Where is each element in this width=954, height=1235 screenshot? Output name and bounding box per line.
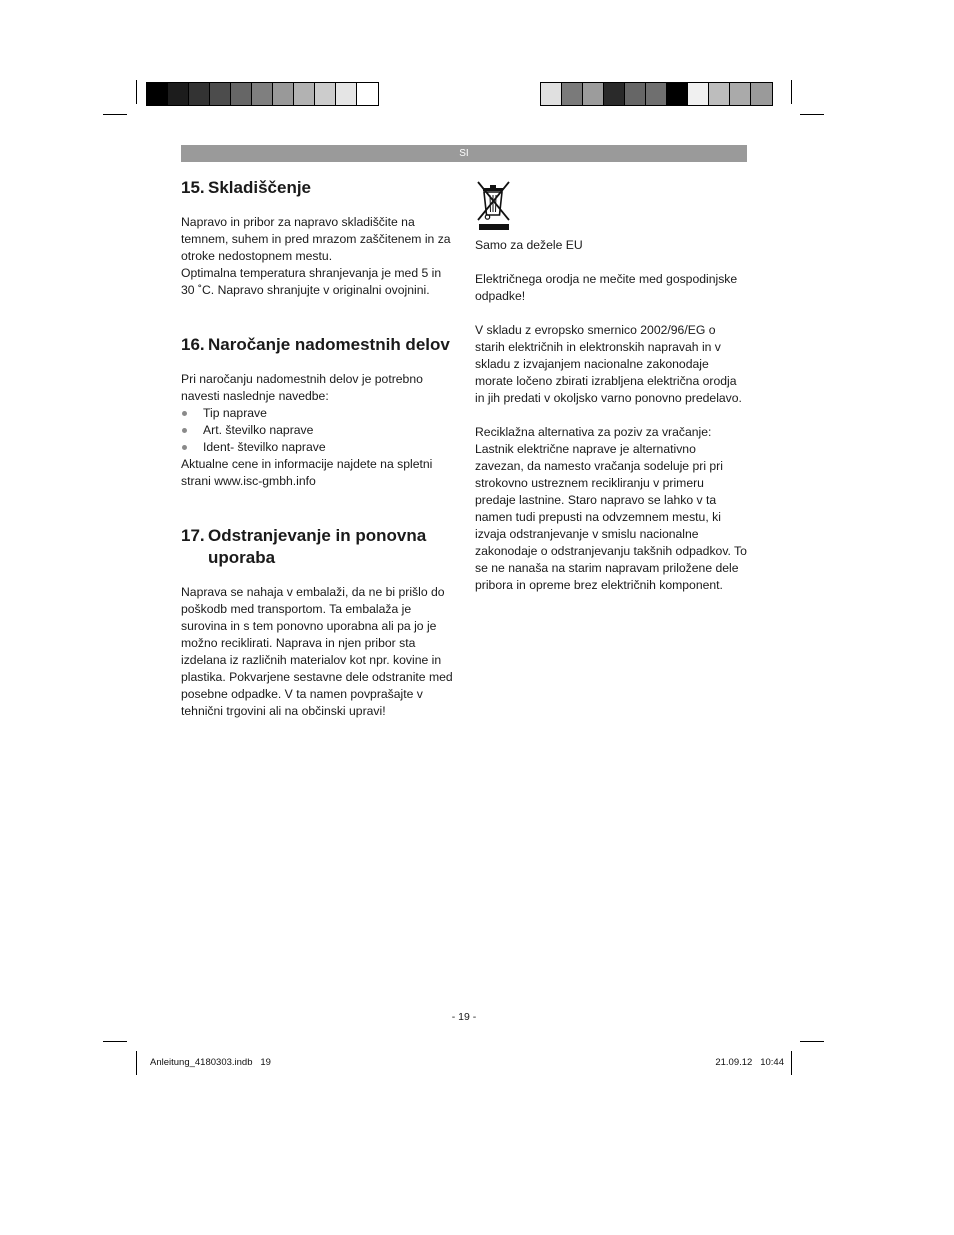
section-17-heading: [181, 525, 454, 569]
crop-mark: [800, 114, 824, 115]
list-item: Ident- številko naprave: [181, 439, 454, 456]
right-column: [475, 179, 747, 594]
color-swatch: [357, 83, 378, 105]
section-number: 15.: [181, 178, 205, 197]
eu-only-note: Samo za dežele EU: [475, 238, 583, 252]
color-swatch: [147, 83, 168, 105]
crop-mark: [791, 1051, 792, 1075]
list-item: Tip naprave: [181, 405, 454, 422]
crossed-out-wheelie-bin-icon: [475, 179, 513, 231]
color-swatch: [667, 83, 688, 105]
section-16-heading: [181, 334, 454, 356]
color-swatch: [583, 83, 604, 105]
storage-paragraph: Napravo in pribor za napravo skladiščite na temnem, suhem in pred mrazom zaščitenem in za otroke nedostopnem mestu.: [181, 215, 451, 263]
color-calibration-bar-right: [540, 82, 773, 106]
color-swatch: [625, 83, 646, 105]
crop-mark: [103, 1041, 127, 1042]
list-item: Art. številko naprave: [181, 422, 454, 439]
section-15-heading: [181, 177, 454, 199]
section-number: 17.: [181, 526, 205, 545]
color-swatch: [189, 83, 210, 105]
color-calibration-bar-left: [146, 82, 379, 106]
left-column: [181, 177, 454, 720]
recycling-alternative-paragraph: Reciklažna alternativa za poziv za vračanje: Lastnik električne naprave je alternativno zavezan, da namesto vračanja sodeluje pri pri strokovno ustreznem recikliranju v primeru predaje lastnine. Staro napravo se lahko v ta namen tudi prepusti na odvzemnem mestu, ki izvaja odstranjevanje v smislu nacionalne zakonodaje o odstranjevanju takšnih odpadkov. To se ne nanaša na starim napravam priložene dele pribora in opreme brez električnih komponent.: [475, 425, 747, 592]
spare-parts-intro: Pri naročanju nadomestnih delov je potrebno navesti naslednje navedbe:: [181, 372, 423, 403]
eu-directive-paragraph: V skladu z evropsko smernico 2002/96/EG o starih električnih in elektronskih napravah in v skladu z izvajanjem nacionalne zakonodaje morate ločeno zbirati izrabljena električna orodja in jih predati v okoljsko varno ponovno predelavo.: [475, 323, 742, 405]
color-swatch: [562, 83, 583, 105]
color-swatch: [541, 83, 562, 105]
color-swatch: [294, 83, 315, 105]
color-swatch: [168, 83, 189, 105]
crop-mark: [103, 114, 127, 115]
color-swatch: [252, 83, 273, 105]
crop-mark: [136, 1051, 137, 1075]
color-swatch: [210, 83, 231, 105]
page-number: - 19 -: [451, 1011, 477, 1023]
print-timestamp: 21.09.12 10:44: [715, 1057, 784, 1068]
storage-temperature-paragraph: Optimalna temperatura shranjevanja je med 5 in 30 ˚C. Napravo shranjujte v originalni ovojnini.: [181, 266, 442, 297]
color-swatch: [751, 83, 772, 105]
household-waste-warning: Električnega orodja ne mečite med gospodinjske odpadke!: [475, 272, 738, 303]
color-swatch: [273, 83, 294, 105]
section-title: Naročanje nadomestnih delov: [208, 335, 450, 354]
language-bar: [181, 145, 747, 162]
section-title: Skladiščenje: [208, 178, 312, 197]
spare-parts-list: [181, 405, 454, 456]
crop-mark: [791, 80, 792, 104]
color-swatch: [231, 83, 252, 105]
crop-mark: [800, 1041, 824, 1042]
color-swatch: [730, 83, 751, 105]
color-swatch: [688, 83, 709, 105]
color-swatch: [646, 83, 667, 105]
color-swatch: [709, 83, 730, 105]
spare-parts-outro: Aktualne cene in informacije najdete na spletni strani www.isc-gmbh.info: [181, 457, 433, 488]
section-number: 16.: [181, 335, 205, 354]
print-file-name: Anleitung_4180303.indb 19: [150, 1057, 271, 1068]
disposal-paragraph: Naprava se nahaja v embalaži, da ne bi prišlo do poškodb med transportom. Ta embalaža je surovina in s tem ponovno uporabna ali pa jo je možno reciklirati. Naprava in njen pribor sta izdelana iz različnih materialov kot npr. kovine in plastika. Pokvarjene sestavne dele odstranite med posebne odpadke. V ta namen povprašajte v tehnični trgovini ali na občinski upravi!: [181, 585, 453, 718]
crop-mark: [136, 80, 137, 104]
color-swatch: [604, 83, 625, 105]
color-swatch: [336, 83, 357, 105]
language-code: SI: [459, 148, 469, 159]
color-swatch: [315, 83, 336, 105]
section-title: Odstranjevanje in ponovna uporaba: [208, 526, 427, 567]
